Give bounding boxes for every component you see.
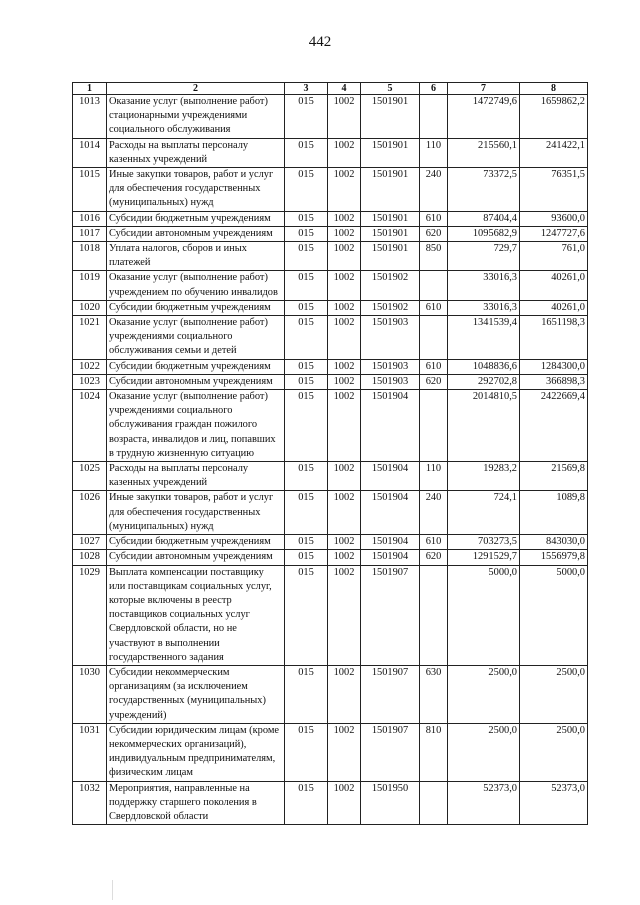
target-code-cell: 1501904 <box>361 535 420 550</box>
target-code-cell: 1501907 <box>361 565 420 665</box>
table-row <box>73 374 588 389</box>
row-number-cell: 1014 <box>73 138 107 167</box>
amount-col8-cell: 366898,3 <box>520 374 588 389</box>
row-number-cell: 1016 <box>73 211 107 226</box>
table-row <box>73 550 588 565</box>
ministry-code-cell: 015 <box>285 491 328 535</box>
row-number-cell: 1031 <box>73 723 107 781</box>
amount-col8-cell: 40261,0 <box>520 271 588 300</box>
amount-col8-cell: 21569,8 <box>520 462 588 491</box>
item-name-cell: Уплата налогов, сборов и иных платежей <box>107 242 285 271</box>
item-name-cell: Оказание услуг (выполнение работ) учреждением по обучению инвалидов <box>107 271 285 300</box>
amount-col8-cell: 1659862,2 <box>520 95 588 139</box>
scan-artifact <box>112 880 113 900</box>
column-header: 8 <box>520 83 588 95</box>
ministry-code-cell: 015 <box>285 226 328 241</box>
ministry-code-cell: 015 <box>285 550 328 565</box>
target-code-cell: 1501901 <box>361 95 420 139</box>
target-code-cell: 1501907 <box>361 723 420 781</box>
column-header: 2 <box>107 83 285 95</box>
expense-type-cell <box>420 95 448 139</box>
item-name-cell: Оказание услуг (выполнение работ) учреждениями социального обслуживания граждан пожилого возраста, инвалидов и лиц, попавших в трудную жизненную ситуацию <box>107 390 285 462</box>
section-code-cell: 1002 <box>328 665 361 723</box>
item-name-cell: Субсидии автономным учреждениям <box>107 226 285 241</box>
amount-col8-cell: 40261,0 <box>520 300 588 315</box>
amount-col7-cell: 215560,1 <box>448 138 520 167</box>
table-row <box>73 95 588 139</box>
expense-type-cell: 610 <box>420 300 448 315</box>
expense-type-cell: 620 <box>420 226 448 241</box>
ministry-code-cell: 015 <box>285 271 328 300</box>
section-code-cell: 1002 <box>328 300 361 315</box>
amount-col8-cell: 76351,5 <box>520 168 588 212</box>
row-number-cell: 1019 <box>73 271 107 300</box>
expense-type-cell: 240 <box>420 168 448 212</box>
ministry-code-cell: 015 <box>285 168 328 212</box>
section-code-cell: 1002 <box>328 359 361 374</box>
target-code-cell: 1501903 <box>361 359 420 374</box>
table-row <box>73 535 588 550</box>
target-code-cell: 1501904 <box>361 550 420 565</box>
column-header: 7 <box>448 83 520 95</box>
target-code-cell: 1501904 <box>361 462 420 491</box>
table-body <box>73 95 588 825</box>
amount-col7-cell: 1095682,9 <box>448 226 520 241</box>
expense-type-cell: 630 <box>420 665 448 723</box>
table-row <box>73 491 588 535</box>
expense-type-cell: 110 <box>420 462 448 491</box>
section-code-cell: 1002 <box>328 242 361 271</box>
item-name-cell: Расходы на выплаты персоналу казенных учреждений <box>107 462 285 491</box>
table-row <box>73 565 588 665</box>
amount-col8-cell: 52373,0 <box>520 781 588 825</box>
ministry-code-cell: 015 <box>285 242 328 271</box>
amount-col7-cell: 1472749,6 <box>448 95 520 139</box>
row-number-cell: 1025 <box>73 462 107 491</box>
table-row <box>73 390 588 462</box>
item-name-cell: Субсидии автономным учреждениям <box>107 550 285 565</box>
section-code-cell: 1002 <box>328 462 361 491</box>
section-code-cell: 1002 <box>328 226 361 241</box>
table-row <box>73 781 588 825</box>
item-name-cell: Мероприятия, направленные на поддержку старшего поколения в Свердловской области <box>107 781 285 825</box>
target-code-cell: 1501903 <box>361 374 420 389</box>
row-number-cell: 1023 <box>73 374 107 389</box>
item-name-cell: Субсидии бюджетным учреждениям <box>107 300 285 315</box>
table-row <box>73 226 588 241</box>
table-row <box>73 723 588 781</box>
item-name-cell: Субсидии бюджетным учреждениям <box>107 211 285 226</box>
budget-table <box>72 82 588 825</box>
amount-col8-cell: 1556979,8 <box>520 550 588 565</box>
expense-type-cell: 110 <box>420 138 448 167</box>
amount-col7-cell: 1291529,7 <box>448 550 520 565</box>
item-name-cell: Субсидии бюджетным учреждениям <box>107 535 285 550</box>
amount-col8-cell: 1247727,6 <box>520 226 588 241</box>
row-number-cell: 1024 <box>73 390 107 462</box>
amount-col7-cell: 2500,0 <box>448 665 520 723</box>
row-number-cell: 1030 <box>73 665 107 723</box>
amount-col7-cell: 292702,8 <box>448 374 520 389</box>
expense-type-cell <box>420 565 448 665</box>
amount-col7-cell: 729,7 <box>448 242 520 271</box>
amount-col8-cell: 1089,8 <box>520 491 588 535</box>
column-header: 5 <box>361 83 420 95</box>
amount-col8-cell: 93600,0 <box>520 211 588 226</box>
expense-type-cell: 240 <box>420 491 448 535</box>
amount-col7-cell: 33016,3 <box>448 271 520 300</box>
target-code-cell: 1501907 <box>361 665 420 723</box>
amount-col7-cell: 19283,2 <box>448 462 520 491</box>
section-code-cell: 1002 <box>328 723 361 781</box>
ministry-code-cell: 015 <box>285 535 328 550</box>
item-name-cell: Иные закупки товаров, работ и услуг для обеспечения государственных (муниципальных) нужд <box>107 168 285 212</box>
amount-col7-cell: 724,1 <box>448 491 520 535</box>
target-code-cell: 1501904 <box>361 491 420 535</box>
row-number-cell: 1029 <box>73 565 107 665</box>
target-code-cell: 1501902 <box>361 300 420 315</box>
ministry-code-cell: 015 <box>285 665 328 723</box>
expense-type-cell: 610 <box>420 211 448 226</box>
item-name-cell: Оказание услуг (выполнение работ) стационарными учреждениями социального обслуживания <box>107 95 285 139</box>
row-number-cell: 1017 <box>73 226 107 241</box>
section-code-cell: 1002 <box>328 138 361 167</box>
expense-type-cell <box>420 781 448 825</box>
item-name-cell: Оказание услуг (выполнение работ) учреждениями социального обслуживания семьи и детей <box>107 316 285 360</box>
amount-col7-cell: 1048836,6 <box>448 359 520 374</box>
amount-col7-cell: 73372,5 <box>448 168 520 212</box>
section-code-cell: 1002 <box>328 550 361 565</box>
ministry-code-cell: 015 <box>285 316 328 360</box>
row-number-cell: 1018 <box>73 242 107 271</box>
item-name-cell: Расходы на выплаты персоналу казенных учреждений <box>107 138 285 167</box>
ministry-code-cell: 015 <box>285 462 328 491</box>
row-number-cell: 1022 <box>73 359 107 374</box>
amount-col7-cell: 2014810,5 <box>448 390 520 462</box>
column-header: 3 <box>285 83 328 95</box>
row-number-cell: 1032 <box>73 781 107 825</box>
table-row <box>73 138 588 167</box>
amount-col8-cell: 843030,0 <box>520 535 588 550</box>
section-code-cell: 1002 <box>328 271 361 300</box>
expense-type-cell: 620 <box>420 550 448 565</box>
expense-type-cell: 850 <box>420 242 448 271</box>
amount-col7-cell: 1341539,4 <box>448 316 520 360</box>
table-row <box>73 168 588 212</box>
table-row <box>73 271 588 300</box>
table-row <box>73 665 588 723</box>
target-code-cell: 1501902 <box>361 271 420 300</box>
amount-col8-cell: 2500,0 <box>520 723 588 781</box>
target-code-cell: 1501950 <box>361 781 420 825</box>
table-row <box>73 242 588 271</box>
item-name-cell: Субсидии автономным учреждениям <box>107 374 285 389</box>
ministry-code-cell: 015 <box>285 723 328 781</box>
section-code-cell: 1002 <box>328 565 361 665</box>
section-code-cell: 1002 <box>328 491 361 535</box>
amount-col8-cell: 761,0 <box>520 242 588 271</box>
row-number-cell: 1028 <box>73 550 107 565</box>
header-row <box>73 83 588 95</box>
ministry-code-cell: 015 <box>285 781 328 825</box>
table-row <box>73 211 588 226</box>
expense-type-cell: 610 <box>420 535 448 550</box>
section-code-cell: 1002 <box>328 535 361 550</box>
amount-col7-cell: 2500,0 <box>448 723 520 781</box>
amount-col8-cell: 1284300,0 <box>520 359 588 374</box>
expense-type-cell <box>420 390 448 462</box>
ministry-code-cell: 015 <box>285 359 328 374</box>
ministry-code-cell: 015 <box>285 138 328 167</box>
amount-col8-cell: 241422,1 <box>520 138 588 167</box>
expense-type-cell <box>420 316 448 360</box>
ministry-code-cell: 015 <box>285 95 328 139</box>
row-number-cell: 1026 <box>73 491 107 535</box>
target-code-cell: 1501901 <box>361 211 420 226</box>
section-code-cell: 1002 <box>328 316 361 360</box>
ministry-code-cell: 015 <box>285 565 328 665</box>
section-code-cell: 1002 <box>328 211 361 226</box>
target-code-cell: 1501904 <box>361 390 420 462</box>
expense-type-cell: 620 <box>420 374 448 389</box>
amount-col8-cell: 2500,0 <box>520 665 588 723</box>
section-code-cell: 1002 <box>328 95 361 139</box>
column-header: 6 <box>420 83 448 95</box>
item-name-cell: Субсидии некоммерческим организациям (за исключением государственных (муниципальных) учреждений) <box>107 665 285 723</box>
item-name-cell: Субсидии бюджетным учреждениям <box>107 359 285 374</box>
amount-col7-cell: 703273,5 <box>448 535 520 550</box>
item-name-cell: Выплата компенсации поставщику или поставщикам социальных услуг, которые включены в реестр поставщиков социальных услуг Свердловской области, но не участвуют в выполнении государственного задания <box>107 565 285 665</box>
table-row <box>73 359 588 374</box>
expense-type-cell: 610 <box>420 359 448 374</box>
row-number-cell: 1013 <box>73 95 107 139</box>
column-header: 1 <box>73 83 107 95</box>
ministry-code-cell: 015 <box>285 211 328 226</box>
column-header: 4 <box>328 83 361 95</box>
target-code-cell: 1501901 <box>361 138 420 167</box>
row-number-cell: 1027 <box>73 535 107 550</box>
table-row <box>73 462 588 491</box>
section-code-cell: 1002 <box>328 781 361 825</box>
ministry-code-cell: 015 <box>285 300 328 315</box>
amount-col8-cell: 1651198,3 <box>520 316 588 360</box>
target-code-cell: 1501903 <box>361 316 420 360</box>
expense-type-cell: 810 <box>420 723 448 781</box>
table-row <box>73 316 588 360</box>
row-number-cell: 1020 <box>73 300 107 315</box>
row-number-cell: 1021 <box>73 316 107 360</box>
amount-col7-cell: 5000,0 <box>448 565 520 665</box>
amount-col8-cell: 5000,0 <box>520 565 588 665</box>
target-code-cell: 1501901 <box>361 242 420 271</box>
amount-col7-cell: 52373,0 <box>448 781 520 825</box>
amount-col8-cell: 2422669,4 <box>520 390 588 462</box>
table-row <box>73 300 588 315</box>
section-code-cell: 1002 <box>328 390 361 462</box>
expense-type-cell <box>420 271 448 300</box>
section-code-cell: 1002 <box>328 168 361 212</box>
section-code-cell: 1002 <box>328 374 361 389</box>
row-number-cell: 1015 <box>73 168 107 212</box>
item-name-cell: Иные закупки товаров, работ и услуг для обеспечения государственных (муниципальных) нужд <box>107 491 285 535</box>
target-code-cell: 1501901 <box>361 168 420 212</box>
amount-col7-cell: 33016,3 <box>448 300 520 315</box>
amount-col7-cell: 87404,4 <box>448 211 520 226</box>
ministry-code-cell: 015 <box>285 374 328 389</box>
ministry-code-cell: 015 <box>285 390 328 462</box>
page-number: 442 <box>308 34 332 50</box>
target-code-cell: 1501901 <box>361 226 420 241</box>
item-name-cell: Субсидии юридическим лицам (кроме некоммерческих организаций), индивидуальным предпринимателям, физическим лицам <box>107 723 285 781</box>
